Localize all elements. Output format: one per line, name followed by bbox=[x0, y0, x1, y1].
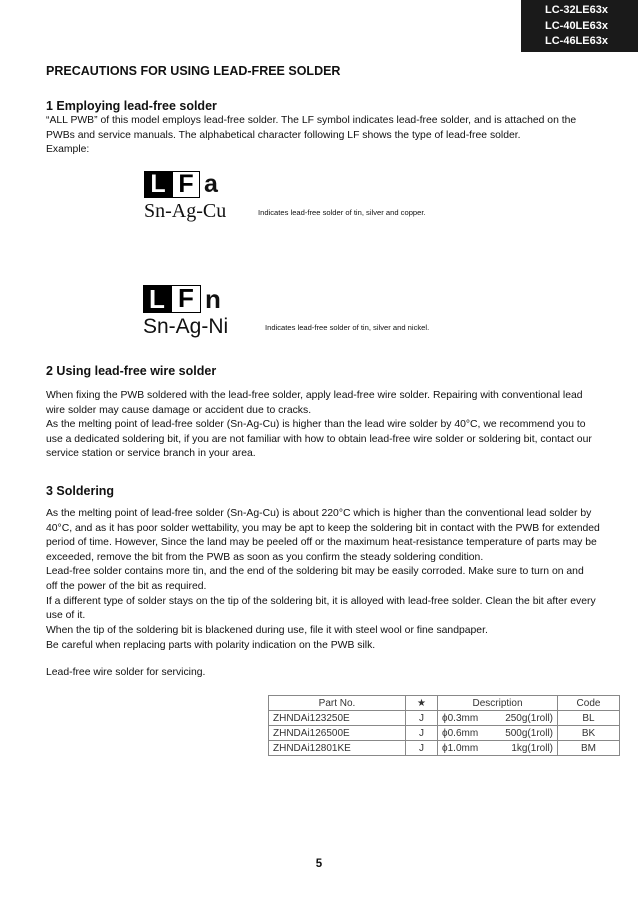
body-line: 40°C, and as it has poor solder wettability, you may be apt to keep the soldering bit in contact with the PWB for extended bbox=[46, 522, 600, 534]
quantity: 1kg(1roll) bbox=[511, 742, 553, 754]
quantity: 500g(1roll) bbox=[505, 727, 553, 739]
quantity: 250g(1roll) bbox=[505, 712, 553, 724]
description bbox=[438, 726, 558, 741]
section3-body bbox=[46, 507, 608, 638]
section-heading-lead-free-solder: 1 Employing lead-free solder bbox=[46, 99, 217, 113]
lf-note: Indicates lead-free solder of tin, silver and nickel. bbox=[265, 323, 430, 332]
section2-body bbox=[46, 389, 608, 462]
table-row bbox=[269, 711, 620, 726]
diameter: ϕ0.3mm bbox=[442, 712, 479, 724]
part-number: ZHNDAi12801KE bbox=[269, 741, 406, 756]
column-header-code: Code bbox=[558, 696, 620, 711]
column-header-description: Description bbox=[438, 696, 558, 711]
body-line: period of time. However, Since the land may be peeled off or the maximum heat-resistance temperature of parts may be bbox=[46, 537, 597, 549]
column-header-star: ★ bbox=[406, 696, 438, 711]
lf-symbol-a bbox=[144, 171, 226, 223]
body-line: As the melting point of lead-free solder (Sn-Ag-Cu) is about 220°C which is higher than the conventional lead solder by bbox=[46, 508, 592, 519]
column-header-part-no: Part No. bbox=[269, 696, 406, 711]
diameter: ϕ0.6mm bbox=[442, 727, 479, 739]
model-number: LC-32LE63x bbox=[545, 4, 608, 16]
lf-letter-f: F bbox=[171, 285, 201, 313]
section-heading-soldering: 3 Soldering bbox=[46, 484, 115, 498]
body-line: use of it. bbox=[46, 610, 86, 622]
body-line: exceeded, remove the bit from the PWB as soon as you confirm the steady soldering condition. bbox=[46, 551, 484, 563]
lf-letter-f: F bbox=[172, 171, 200, 198]
body-line: When fixing the PWB soldered with the lead-free solder, apply lead-free wire solder. Repairing with conventional lead bbox=[46, 390, 583, 401]
model-number: LC-40LE63x bbox=[545, 19, 608, 32]
part-number: ZHNDAi123250E bbox=[269, 711, 406, 726]
body-line: PWBs and service manuals. The alphabetical character following LF shows the type of lead-free solder. bbox=[46, 129, 521, 141]
page-title: PRECAUTIONS FOR USING LEAD-FREE SOLDER bbox=[46, 64, 341, 78]
page-number: 5 bbox=[315, 858, 323, 870]
lf-alloy: Sn-Ag-Cu bbox=[144, 200, 227, 222]
lf-alloy: Sn-Ag-Ni bbox=[143, 315, 229, 338]
code: BK bbox=[558, 726, 620, 741]
body-line: Lead-free solder contains more tin, and the end of the soldering bit may be easily corroded. Make sure to turn on and bbox=[46, 566, 584, 578]
body-line: If a different type of solder stays on the tip of the soldering bit, it is alloyed with lead-free solder. Clean the bit after every bbox=[46, 595, 596, 607]
part-number: ZHNDAi126500E bbox=[269, 726, 406, 741]
lf-type-letter: a bbox=[204, 170, 218, 198]
body-line: When the tip of the soldering bit is blackened during use, file it with steel wool or fine sandpaper. bbox=[46, 624, 488, 636]
description bbox=[438, 711, 558, 726]
table-row bbox=[269, 741, 620, 756]
model-number-box bbox=[521, 0, 638, 52]
body-line: service station or service branch in your area. bbox=[46, 448, 256, 460]
body-line: As the melting point of lead-free solder (Sn-Ag-Cu) is higher than the lead wire solder by 40°C, we recommend you to bbox=[46, 419, 586, 431]
code: BM bbox=[558, 741, 620, 756]
section-heading-wire-solder: 2 Using lead-free wire solder bbox=[46, 364, 217, 378]
table-row bbox=[269, 726, 620, 741]
body-line: Example: bbox=[46, 144, 90, 156]
body-line: use a dedicated soldering bit, if you are not familiar with how to obtain lead-free wire solder or soldering bit, contact our bbox=[46, 433, 592, 445]
code: BL bbox=[558, 711, 620, 726]
star-mark: J bbox=[406, 726, 438, 741]
lf-type-letter: n bbox=[205, 284, 221, 314]
section1-body bbox=[46, 114, 608, 158]
wire-solder-note: Lead-free wire solder for servicing. bbox=[46, 667, 206, 678]
body-line: wire solder may cause damage or accident due to cracks. bbox=[46, 404, 312, 416]
diameter: ϕ1.0mm bbox=[442, 742, 479, 754]
body-line: off the power of the bit as required. bbox=[46, 580, 207, 592]
table-header-row bbox=[269, 696, 620, 711]
lf-letter-l: L bbox=[144, 171, 172, 198]
lf-letter-l: L bbox=[143, 285, 171, 313]
parts-table bbox=[268, 695, 620, 756]
star-mark: J bbox=[406, 741, 438, 756]
body-line: “ALL PWB” of this model employs lead-free solder. The LF symbol indicates lead-free solder, and is attached on the bbox=[46, 115, 577, 126]
lf-note: Indicates lead-free solder of tin, silver and copper. bbox=[258, 208, 426, 217]
polarity-note: Be careful when replacing parts with polarity indication on the PWB silk. bbox=[46, 640, 376, 651]
model-number: LC-46LE63x bbox=[545, 35, 608, 47]
lf-symbol-n bbox=[143, 285, 228, 339]
description bbox=[438, 741, 558, 756]
star-mark: J bbox=[406, 711, 438, 726]
